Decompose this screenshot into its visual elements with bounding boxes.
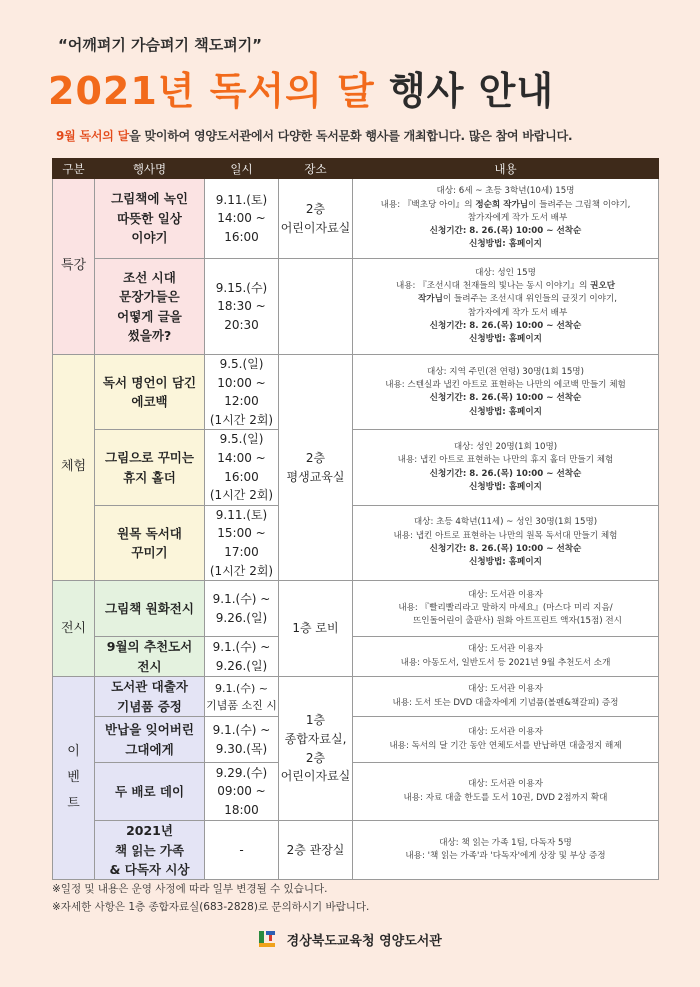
event-detail	[353, 355, 659, 430]
event-detail	[353, 581, 659, 637]
detail-method: 신청방법: 홈페이지	[469, 406, 542, 417]
slogan: “어깨펴기 가슴펴기 책도펴기”	[58, 36, 263, 54]
event-name: 두 배로 데이	[95, 763, 205, 821]
event-name: 9월의 추천도서 전시	[95, 637, 205, 677]
gyeongbuk-education-logo-icon	[258, 930, 276, 948]
detail-line: 내용: 독서의 달 기간 동안 연체도서를 반납하면 대출정지 해제	[389, 740, 622, 751]
detail-line: 대상: 도서관 이용자	[468, 779, 543, 790]
detail-line: 대상: 성인 15명	[475, 267, 536, 278]
detail-line: 대상: 초등 4학년(11세) ~ 성인 30명(1회 15명)	[413, 517, 598, 528]
category-experience: 체험	[53, 355, 95, 581]
event-date: 9.29.(수) 09:00 ~ 18:00	[205, 763, 279, 821]
event-place: 1층 로비	[279, 581, 353, 677]
detail-line: 대상: 도서관 이용자	[468, 727, 543, 738]
table-row	[53, 821, 659, 880]
detail-period: 신청기간: 8. 26.(목) 10:00 ~ 선착순	[429, 320, 582, 331]
detail-line: 대상: 도서관 이용자	[468, 644, 543, 655]
detail-line: 뜨인돌어린이 출판사) 원화 아트프린트 액자(15점) 전시	[413, 616, 622, 627]
event-date: 9.5.(일) 10:00 ~ 12:00 (1시간 2회)	[205, 355, 279, 430]
table-row	[53, 581, 659, 637]
event-name: 그림책 원화전시	[95, 581, 205, 637]
subtitle	[56, 127, 572, 144]
detail-line: 내용: 자료 대출 한도를 도서 10권, DVD 2점까지 확대	[403, 792, 608, 803]
event-date: 9.1.(수) ~ 9.26.(일)	[205, 581, 279, 637]
event-name: 조선 시대 문장가들은 어떻게 글을 썼을까?	[95, 259, 205, 355]
event-detail	[353, 821, 659, 880]
detail-line: 대상: 도서관 이용자	[468, 684, 543, 695]
detail-method: 신청방법: 홈페이지	[469, 334, 542, 345]
detail-author: 작가님	[417, 294, 443, 305]
event-date: 9.1.(수) ~ 기념품 소진 시	[205, 677, 279, 717]
footer	[0, 930, 700, 949]
header-date: 일시	[205, 159, 279, 179]
event-place: 1층 종합자료실, 2층 어린이자료실	[279, 677, 353, 821]
category-special: 특강	[53, 179, 95, 355]
header-category: 구분	[53, 159, 95, 179]
event-name: 반납을 잊어버린 그대에게	[95, 717, 205, 763]
event-name: 2021년 책 읽는 가족 & 다독자 시상	[95, 821, 205, 880]
event-detail	[353, 430, 659, 505]
detail-author: 정순희 작가님	[475, 199, 529, 210]
event-detail	[353, 505, 659, 580]
table-row	[53, 637, 659, 677]
detail-line: 대상: 지역 주민(전 연령) 30명(1회 15명)	[427, 366, 584, 377]
subtitle-rest: 을 맞이하여 영양도서관에서 다양한 독서문화 행사를 개최합니다. 많은 참여 바랍니다.	[129, 129, 573, 143]
title-part1: 2021년 독서의 달	[48, 69, 375, 113]
table-row	[53, 763, 659, 821]
event-date: -	[205, 821, 279, 880]
footnotes	[52, 880, 369, 917]
event-detail	[353, 259, 659, 355]
event-place: 2층 평생교육실	[279, 355, 353, 581]
event-date: 9.1.(수) ~ 9.30.(목)	[205, 717, 279, 763]
detail-method: 신청방법: 홈페이지	[469, 239, 542, 250]
table-header-row	[53, 159, 659, 179]
footnote: ※자세한 사항은 1층 종합자료실(683-2828)로 문의하시기 바랍니다.	[52, 901, 370, 914]
header-place: 장소	[279, 159, 353, 179]
detail-line: 대상: 성인 20명(1회 10명)	[453, 441, 558, 452]
category-event: 이 벤 트	[53, 677, 95, 880]
detail-method: 신청방법: 홈페이지	[469, 557, 542, 568]
table-row	[53, 179, 659, 259]
table-row	[53, 259, 659, 355]
category-exhibit: 전시	[53, 581, 95, 677]
event-name: 독서 명언이 담긴 에코백	[95, 355, 205, 430]
event-place: 2층 어린이자료실	[279, 179, 353, 259]
subtitle-highlight: 9월 독서의 달	[56, 129, 130, 143]
detail-line: 이 들려주는 조선시대 위인들의 글짓기 이야기,	[442, 294, 618, 305]
event-place: 2층 관장실	[279, 821, 353, 880]
header-detail: 내용	[353, 159, 659, 179]
detail-line: 대상: 책 읽는 가족 1팀, 다독자 5명	[439, 837, 572, 848]
detail-period: 신청기간: 8. 26.(목) 10:00 ~ 선착순	[429, 468, 582, 479]
footnote: ※일정 및 내용은 운영 사정에 따라 일부 변경될 수 있습니다.	[52, 883, 328, 895]
detail-line: 내용: 『조선시대 천재들의 빛나는 동시 이야기』의	[395, 280, 591, 291]
event-detail	[353, 717, 659, 763]
detail-line: 내용: 『빨리빨리라고 말하지 마세요』(마스다 미리 지음/	[398, 602, 613, 613]
event-detail	[353, 179, 659, 259]
detail-line: 참가자에게 작가 도서 배부	[467, 212, 568, 223]
table-row	[53, 717, 659, 763]
event-detail	[353, 763, 659, 821]
detail-line: 내용: 아동도서, 일반도서 등 2021년 9월 추천도서 소개	[400, 657, 611, 668]
header-name: 행사명	[95, 159, 205, 179]
event-detail	[353, 637, 659, 677]
table-row	[53, 677, 659, 717]
event-name: 그림으로 꾸미는 휴지 홀더	[95, 430, 205, 505]
organization-name: 경상북도교육청 영양도서관	[286, 934, 442, 949]
event-place	[279, 259, 353, 355]
event-date: 9.11.(토) 14:00 ~ 16:00	[205, 179, 279, 259]
detail-period: 신청기간: 8. 26.(목) 10:00 ~ 선착순	[429, 226, 582, 237]
detail-line: 내용: 냅킨 아트로 표현하는 나만의 원목 독서대 만들기 체험	[393, 530, 618, 541]
detail-line: 내용: 『백초당 아이』의	[380, 199, 476, 210]
event-detail	[353, 677, 659, 717]
title-part2: 행사 안내	[389, 69, 555, 113]
detail-line: 내용: 냅킨 아트로 표현하는 나만의 휴지 홀더 만들기 체험	[397, 455, 614, 466]
detail-line	[359, 293, 652, 306]
detail-period: 신청기간: 8. 26.(목) 10:00 ~ 선착순	[429, 393, 582, 404]
detail-period: 신청기간: 8. 26.(목) 10:00 ~ 선착순	[429, 543, 582, 554]
detail-author: 권오단	[590, 280, 616, 291]
detail-line: 내용: '책 읽는 가족'과 '다독자'에게 상장 및 부상 증정	[405, 851, 606, 862]
event-table	[52, 158, 659, 880]
detail-line: 대상: 도서관 이용자	[468, 589, 543, 600]
event-date: 9.1.(수) ~ 9.26.(일)	[205, 637, 279, 677]
page-title	[48, 60, 554, 115]
event-name: 그림책에 녹인 따뜻한 일상 이야기	[95, 179, 205, 259]
event-date: 9.5.(일) 14:00 ~ 16:00 (1시간 2회)	[205, 430, 279, 505]
table-row	[53, 430, 659, 505]
table-row	[53, 505, 659, 580]
event-name: 도서관 대출자 기념품 증정	[95, 677, 205, 717]
event-name: 원목 독서대 꾸미기	[95, 505, 205, 580]
detail-line: 내용: 스텐실과 냅킨 아트로 표현하는 나만의 에코백 만들기 체험	[385, 379, 626, 390]
event-date: 9.15.(수) 18:30 ~ 20:30	[205, 259, 279, 355]
detail-line: 내용: 도서 또는 DVD 대출자에게 기념품(볼펜&책갈피) 증정	[392, 697, 619, 708]
detail-line: 대상: 6세 ~ 초등 3학년(10세) 15명	[436, 186, 575, 197]
event-date: 9.11.(토) 15:00 ~ 17:00 (1시간 2회)	[205, 505, 279, 580]
table-row	[53, 355, 659, 430]
detail-line: 참가자에게 작가 도서 배부	[467, 307, 568, 318]
detail-line: 이 들려주는 그림책 이야기,	[528, 199, 631, 210]
detail-method: 신청방법: 홈페이지	[469, 481, 542, 492]
